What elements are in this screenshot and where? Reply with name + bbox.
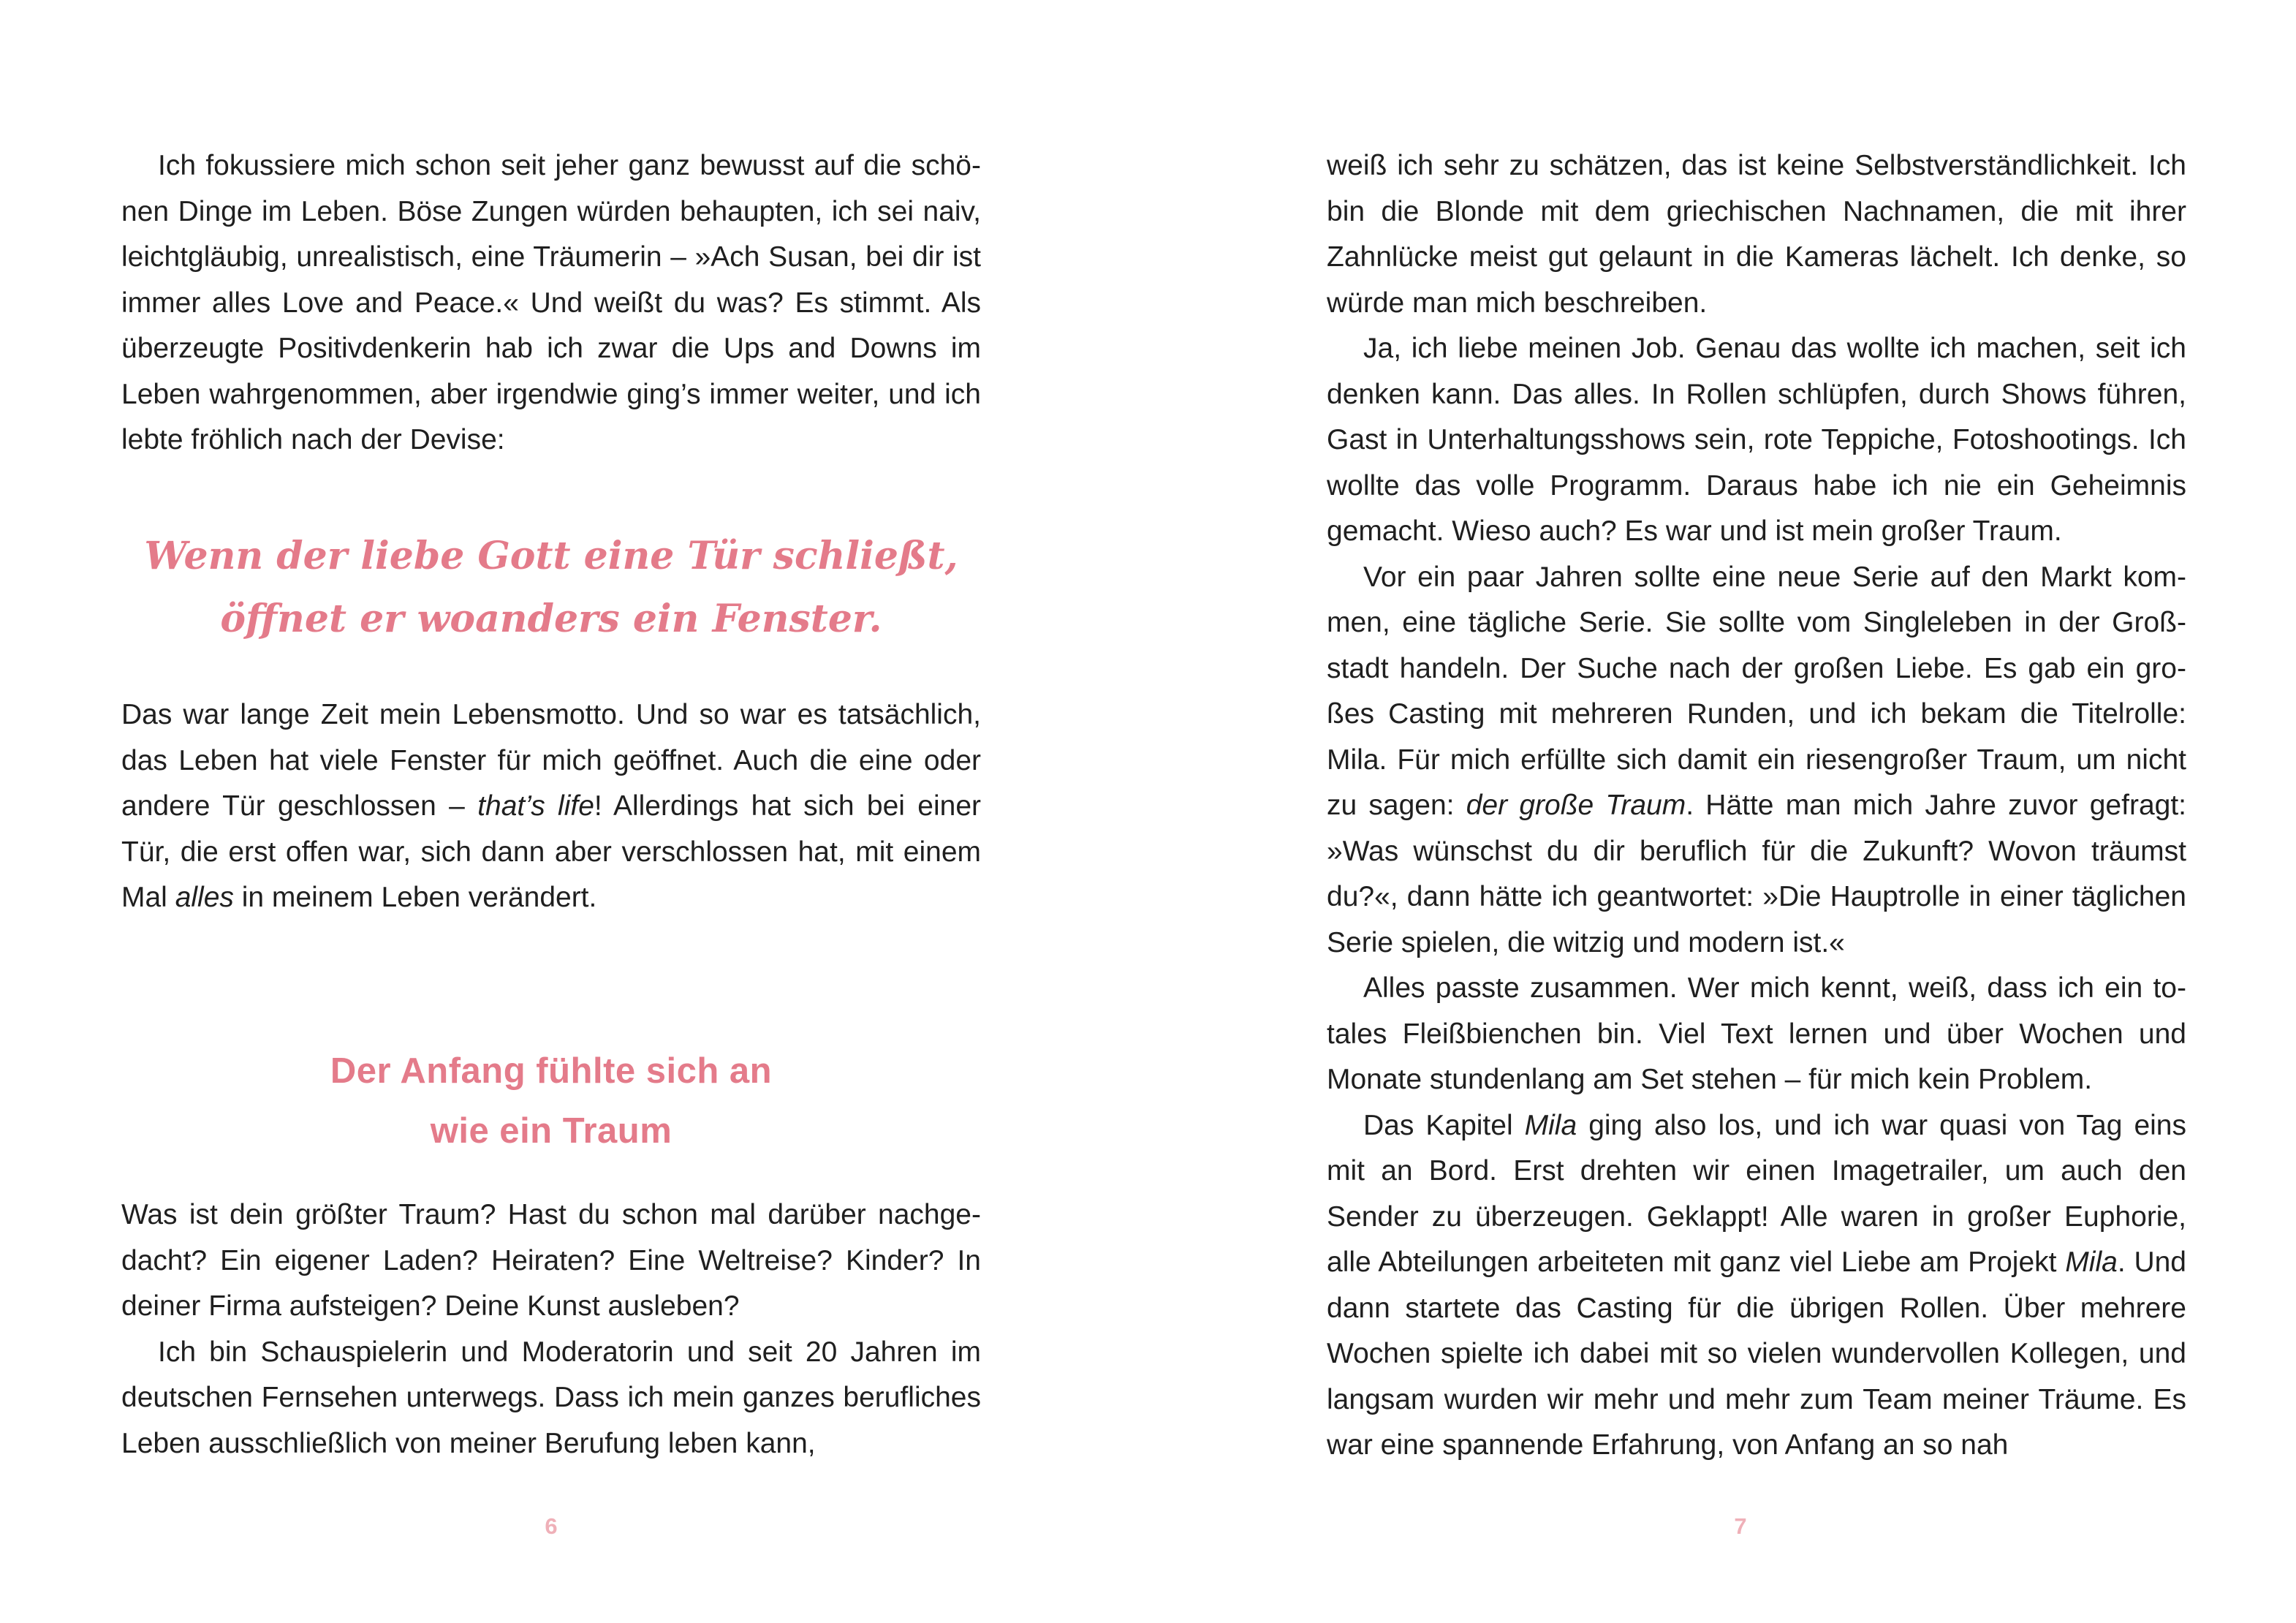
italic-run: der große Traum [1466, 790, 1686, 821]
heading-line-2: wie ein Traum [430, 1111, 672, 1151]
motto-line-2: öffnet er woanders ein Fenster. [220, 597, 882, 641]
text-run: . Hätte man mich Jahre zuvor gefragt: »Was wünschst du dir beruflich für die Zukunft? Wovon träumst du?«, dann hätte ich geantwortet: »Die Hauptrolle in einer täglichen Serie spielen, die witzig und modern ist.« [1327, 790, 2186, 958]
italic-run: that’s life [477, 790, 594, 822]
right-page [1148, 0, 2296, 1623]
right-text-block [1327, 143, 2186, 1469]
motto-paragraph [121, 692, 981, 921]
motto-line-1: Wenn der liebe Gott eine Tür schließt, [144, 534, 958, 578]
motto-quote [121, 525, 981, 651]
question-block [121, 1192, 981, 1467]
text-run: ! Allerdings hat sich bei einer Tür, die erst offen war, sich dann aber verschlossen hat, mit einem Mal [121, 790, 982, 913]
motto-block [121, 692, 981, 921]
paragraph-1: weiß ich sehr zu schätzen, das ist keine Selbstverständlichkeit. Ich bin die Blonde mit dem griechischen Nachnamen, die mit ihrer Zahnlücke meist gut gelaunt in die Kameras lächelt. Ich denke, so würde man mich beschreiben. [1327, 150, 2186, 319]
section-heading [121, 1041, 981, 1161]
intro-paragraph: Ich fokussiere mich schon seit jeher ganz bewusst auf die schönen Dinge im Leben. Böse Zungen würden behaupten, ich sei naiv, leichtgläubig, unrealistisch, eine Träumerin – »Ach Susan, bei dir ist immer alles Love and Peace.« Und weißt du was? Es stimmt. Als überzeugte Positivdenkerin hab ich zwar die Ups and Downs im Leben wahrgenommen, aber irgendwie ging’s immer weiter, und ich lebte fröhlich nach der Devise: [121, 150, 981, 455]
intro-block [121, 143, 981, 464]
text-run: . Und dann startete das Casting für die übrigen Rollen. Über mehrere Wochen spielte ich dabei mit so vielen wundervollen Kollegen, und langsam wurden wir mehr und mehr zum Team meiner Träume. Es war eine spannende Erfahrung, von Anfang an so nah [1327, 1246, 2186, 1461]
text-run: Vor ein paar Jahren sollte eine neue Serie auf den Markt kommen, eine tägliche Serie. Sie sollte vom Singleleben in der Großstadt handeln. Der Suche nach der großen Liebe. Es gab ein großes Casting mit mehreren Runden, und ich bekam die Titelrolle: Mila. Für mich erfüllte sich damit ein riesengroßer Traum, um nicht zu sagen: [1327, 561, 2186, 821]
text-run: Das war lange Zeit mein Lebensmotto. Und so war es tatsächlich, das Leben hat viele Fenster für mich geöffnet. Auch die eine oder andere Tür geschlossen – [121, 699, 981, 822]
text-run: in meinem Leben verändert. [233, 882, 597, 913]
page-number-right: 7 [1734, 1513, 1747, 1539]
heading-line-1: Der Anfang fühlte sich an [330, 1051, 773, 1091]
page-number-left: 6 [545, 1513, 558, 1539]
paragraph-5 [1327, 1103, 2186, 1469]
paragraph-3 [1327, 555, 2186, 966]
paragraph-2: Ja, ich liebe meinen Job. Genau das wollte ich machen, seit ich denken kann. Das alles. In Rollen schlüpfen, durch Shows führen, Gast in Unterhaltungsshows sein, rote Teppiche, Fotoshootings. Ich wollte das volle Programm. Daraus habe ich nie ein Geheimnis gemacht. Wieso auch? Es war und ist mein großer Traum. [1327, 333, 2186, 547]
italic-run: alles [175, 882, 234, 913]
text-run: Das Kapitel [1363, 1109, 1525, 1141]
italic-run: Mila [1524, 1109, 1577, 1141]
question-paragraph: Was ist dein größter Traum? Hast du schon mal darüber nachgedacht? Ein eigener Laden? Heiraten? Eine Weltreise? Kinder? In deiner Firma aufsteigen? Deine Kunst ausleben? [121, 1199, 981, 1322]
actress-paragraph: Ich bin Schauspielerin und Moderatorin und seit 20 Jahren im deutschen Fernsehen unterwegs. Dass ich mein ganzes berufliches Leben ausschließlich von meiner Berufung leben kann, [121, 1336, 981, 1459]
paragraph-4: Alles passte zusammen. Wer mich kennt, weiß, dass ich ein totales Fleißbienchen bin. Viel Text lernen und über Wochen und Monate stundenlang am Set stehen – für mich kein Problem. [1327, 972, 2186, 1095]
italic-run: Mila [2065, 1246, 2118, 1278]
text-run: ging also los, und ich war quasi von Tag eins mit an Bord. Erst drehten wir einen Imagetrailer, um auch den Sender zu überzeugen. Geklappt! Alle waren in großer Euphorie, alle Abteilungen arbeiteten mit ganz viel Liebe am Projekt [1327, 1109, 2186, 1278]
